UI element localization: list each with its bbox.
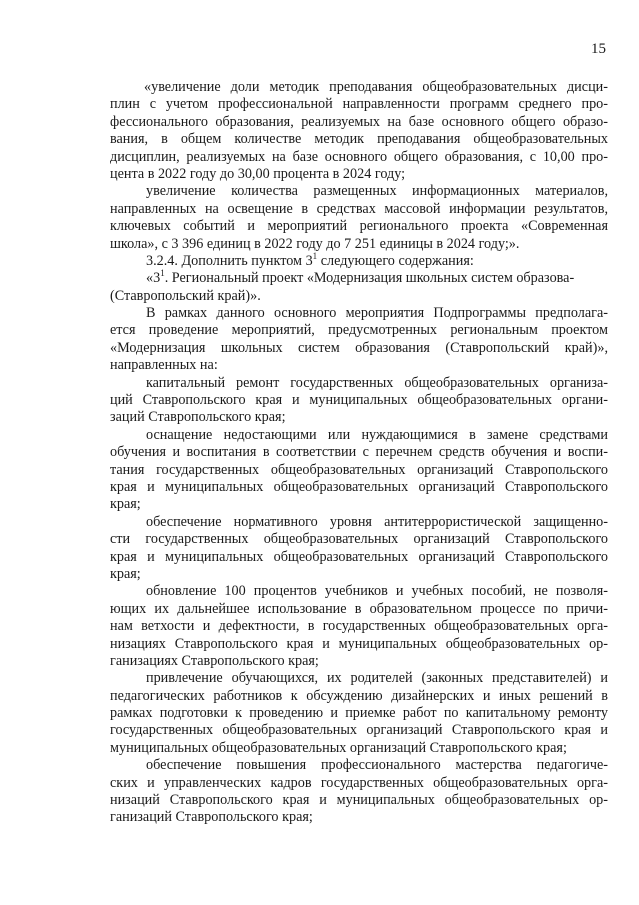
text-line: низациях Ставропольского края и муниципальных общеобразовательных ор- (110, 635, 608, 652)
superscript: 1 (160, 268, 165, 279)
text-line: плин с учетом профессиональной направленности программ среднего про- (110, 96, 608, 113)
text-line: рамках подготовки к проведению и приемке работ по капитальному ремонту (110, 705, 608, 722)
text-line: края; (110, 496, 141, 513)
text-line: вания, в общем количестве методик преподавания общеобразовательных (110, 131, 608, 148)
text-line: капитальный ремонт государственных общеобразовательных организа- (146, 374, 608, 391)
superscript: 1 (312, 250, 318, 261)
text-fragment: «3 (146, 270, 161, 287)
text-line: «Модернизация школьных систем образования (Ставропольский край)», (110, 339, 608, 356)
text-line: государственных общеобразовательных организаций Ставропольского края и (110, 722, 608, 739)
body-text (110, 79, 608, 827)
page-number: 15 (591, 41, 606, 57)
text-line: ключевых событий и мероприятий регионального проекта «Современная (110, 218, 608, 235)
text-line: (Ставропольский край)». (110, 287, 261, 304)
text-line: школа», с 3 396 единиц в 2022 году до 7 251 единицы в 2024 году;». (110, 235, 520, 252)
text-line: В рамках данного основного мероприятия Подпрограммы предполага- (146, 305, 608, 322)
text-line: ций Ставропольского края и муниципальных общеобразовательных органи- (110, 392, 608, 409)
text-line: обеспечение повышения профессионального мастерства педагогиче- (146, 757, 608, 774)
text-line: муниципальных общеобразовательных организаций Ставропольского края; (110, 739, 567, 756)
text-line: увеличение количества размещенных информационных материалов, (146, 183, 608, 200)
text-line: педагогических работников к обсуждению дизайнерских и иных решений в (110, 687, 608, 704)
text-line (110, 250, 608, 270)
text-line: направленных на: (110, 357, 218, 374)
text-line: «увеличение доли методик преподавания общеобразовательных дисци- (144, 79, 608, 95)
text-fragment: 3.2.4. Дополнить пунктом 3 (146, 252, 313, 269)
text-line: ющих их дальнейшее использование в образовательном процессе по причи- (110, 600, 608, 617)
text-line: края и муниципальных общеобразовательных организаций Ставропольского (110, 478, 608, 495)
text-line: ских и управленческих кадров государственных общеобразовательных орга- (110, 774, 608, 791)
text-line: направленных на освещение в средствах массовой информации результатов, (110, 200, 608, 217)
text-line (110, 270, 608, 287)
text-line: оснащение недостающими или нуждающимися в замене средствами (146, 426, 608, 443)
text-line: ганизаций Ставропольского края; (110, 809, 313, 826)
text-line: обновление 100 процентов учебников и учебных пособий, не позволя- (146, 583, 608, 600)
text-fragment: следующего содержания: (317, 252, 474, 269)
text-line: ется проведение мероприятий, предусмотренных региональным проектом (110, 322, 608, 339)
text-line: заций Ставропольского края; (110, 409, 286, 426)
text-line: ганизациях Ставропольского края; (110, 652, 319, 669)
text-fragment: . Региональный проект «Модернизация школьных систем образова- (164, 270, 575, 287)
text-line: тания государственных общеобразовательных организаций Ставропольского (110, 461, 608, 478)
text-line: края; (110, 565, 141, 582)
text-line: дисциплин, реализуемых на базе основного общего образования, с 10,00 про- (110, 148, 608, 165)
text-line: обеспечение нормативного уровня антитеррористической защищенно- (146, 513, 608, 530)
text-line: края и муниципальных общеобразовательных организаций Ставропольского (110, 548, 608, 565)
text-line: сти государственных общеобразовательных организаций Ставропольского (110, 531, 608, 548)
text-line: фессионального образования, реализуемых на базе основного общего образо- (110, 113, 608, 130)
text-line: цента в 2022 году до 30,00 процента в 2024 году; (110, 165, 406, 182)
text-line: нам ветхости и дефектности, в государственных общеобразовательных орга- (110, 618, 608, 635)
text-line: низаций Ставропольского края и муниципальных общеобразовательных ор- (110, 792, 608, 809)
text-line: обучения и воспитания в соответствии с перечнем средств обучения и воспи- (110, 444, 608, 461)
text-line: привлечение обучающихся, их родителей (законных представителей) и (146, 670, 608, 687)
